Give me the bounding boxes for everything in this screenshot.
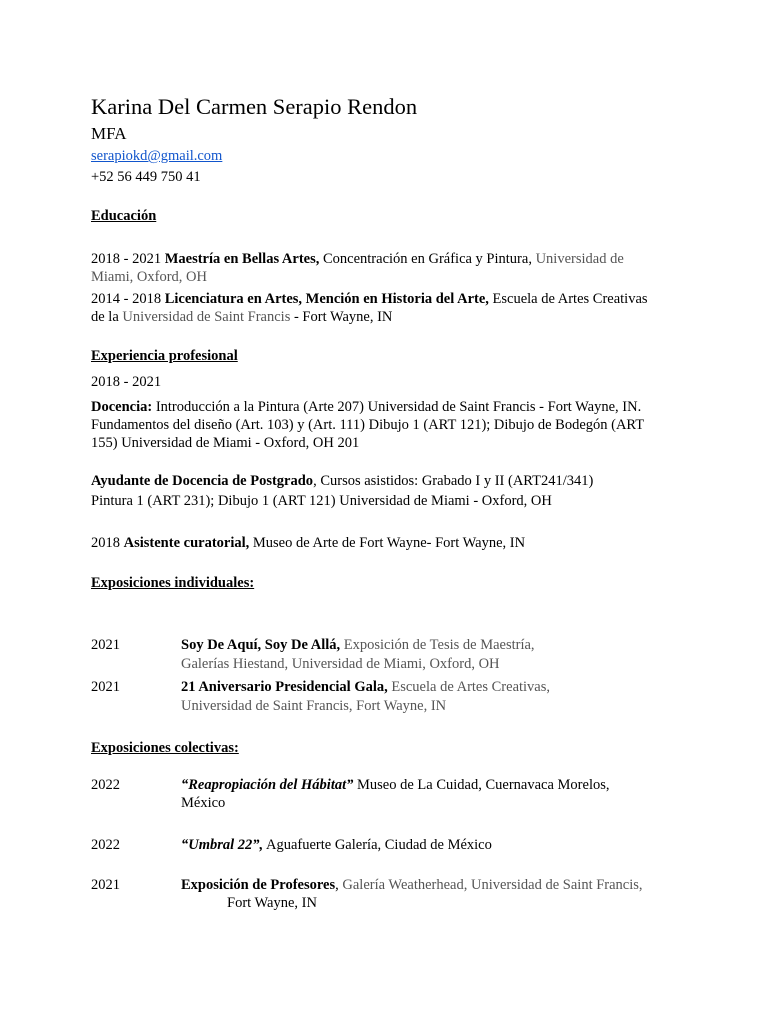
exhibition-line1	[181, 776, 609, 794]
exhibition-gallery: Galería Weatherhead, Universidad de Saint Francis,	[342, 877, 643, 893]
exhibition-line2: Fort Wayne, IN	[227, 895, 317, 911]
exhibition-detail: Escuela de Artes Creativas,	[387, 679, 551, 695]
solo-exhibitions-heading: Exposiciones individuales:	[91, 575, 255, 591]
exhibition-year: 2021	[91, 679, 120, 695]
exhibition-line2: Galerías Hiestand, Universidad de Miami, Oxford, OH	[181, 656, 500, 672]
exhibition-detail: Aguafuerte Galería, Ciudad de México	[263, 837, 492, 853]
exhibition-line1	[181, 678, 550, 696]
education-school: Universidad de Saint Francis	[122, 309, 291, 325]
exhibition-year: 2022	[91, 777, 120, 793]
exhibition-year: 2021	[91, 637, 120, 653]
education-prefix: de la	[91, 309, 123, 325]
exhibition-line1	[181, 876, 643, 894]
exhibition-name: 21 Aniversario Presidencial Gala,	[181, 679, 388, 695]
ta-line1	[91, 472, 593, 490]
teaching-line2: Fundamentos del diseño (Art. 103) y (Art. 111) Dibujo 1 (ART 121); Dibujo de Bodegón (ART	[91, 417, 645, 433]
phone-number: +52 56 449 750 41	[91, 169, 201, 185]
curator-year: 2018	[91, 535, 124, 551]
degree-title: MFA	[91, 124, 127, 143]
education-detail: Escuela de Artes Creativas	[488, 291, 648, 307]
education-heading: Educación	[91, 208, 157, 224]
education-entry-2-line2	[91, 308, 392, 326]
exhibition-line2: Universidad de Saint Francis, Fort Wayne, IN	[181, 698, 447, 714]
solo-exhibition-item	[91, 636, 681, 676]
teaching-label: Docencia:	[91, 399, 153, 415]
education-years: 2014 - 2018	[91, 291, 165, 307]
education-detail: Concentración en Gráfica y Pintura,	[319, 251, 536, 267]
exhibition-line1	[181, 636, 535, 654]
education-years: 2018 - 2021	[91, 251, 165, 267]
group-exhibitions-heading: Exposiciones colectivas:	[91, 740, 239, 756]
ta-text: , Cursos asistidos: Grabado I y II (ART241/341)	[313, 473, 594, 489]
ta-label: Ayudante de Docencia de Postgrado	[91, 473, 314, 489]
exhibition-name: Exposición de Profesores	[181, 877, 336, 893]
group-exhibition-item	[91, 876, 681, 916]
teaching-line3: 155) Universidad de Miami - Oxford, OH 201	[91, 435, 360, 451]
exhibition-line2: México	[181, 795, 226, 811]
education-school: Universidad de	[535, 251, 624, 267]
email-link[interactable]	[91, 147, 222, 165]
experience-years: 2018 - 2021	[91, 374, 162, 390]
exhibition-separator: ,	[335, 877, 343, 893]
teaching-line1	[91, 398, 641, 416]
education-degree: Licenciatura en Artes, Mención en Historia del Arte,	[164, 291, 489, 307]
email-text[interactable]: serapiokd@gmail.com	[91, 148, 223, 164]
exhibition-name: Soy De Aquí, Soy De Allá,	[181, 637, 341, 653]
education-entry-1-line2: Miami, Oxford, OH	[91, 269, 207, 285]
exhibition-detail: Exposición de Tesis de Maestría,	[340, 637, 535, 653]
group-exhibition-item	[91, 836, 681, 856]
person-name: Karina Del Carmen Serapio Rendon	[91, 94, 418, 119]
exhibition-year: 2022	[91, 837, 120, 853]
exhibition-name: “Umbral 22”,	[181, 837, 264, 853]
education-location: - Fort Wayne, IN	[290, 309, 393, 325]
exhibition-detail: Museo de La Cuidad, Cuernavaca Morelos,	[353, 777, 610, 793]
experience-heading: Experiencia profesional	[91, 348, 238, 364]
curator-label: Asistente curatorial,	[123, 535, 250, 551]
education-entry-2-line1	[91, 290, 648, 308]
exhibition-line1	[181, 836, 492, 854]
ta-line2: Pintura 1 (ART 231); Dibujo 1 (ART 121) Universidad de Miami - Oxford, OH	[91, 493, 552, 509]
solo-exhibition-item	[91, 678, 681, 718]
education-entry-1-line1	[91, 250, 624, 268]
curator-detail: Museo de Arte de Fort Wayne- Fort Wayne, IN	[249, 535, 526, 551]
curator-line	[91, 534, 525, 552]
group-exhibition-item	[91, 776, 681, 816]
teaching-text: Introducción a la Pintura (Arte 207) Universidad de Saint Francis - Fort Wayne, IN.	[152, 399, 642, 415]
exhibition-year: 2021	[91, 877, 120, 893]
exhibition-name: “Reapropiación del Hábitat”	[181, 777, 354, 793]
education-degree: Maestría en Bellas Artes,	[164, 251, 320, 267]
